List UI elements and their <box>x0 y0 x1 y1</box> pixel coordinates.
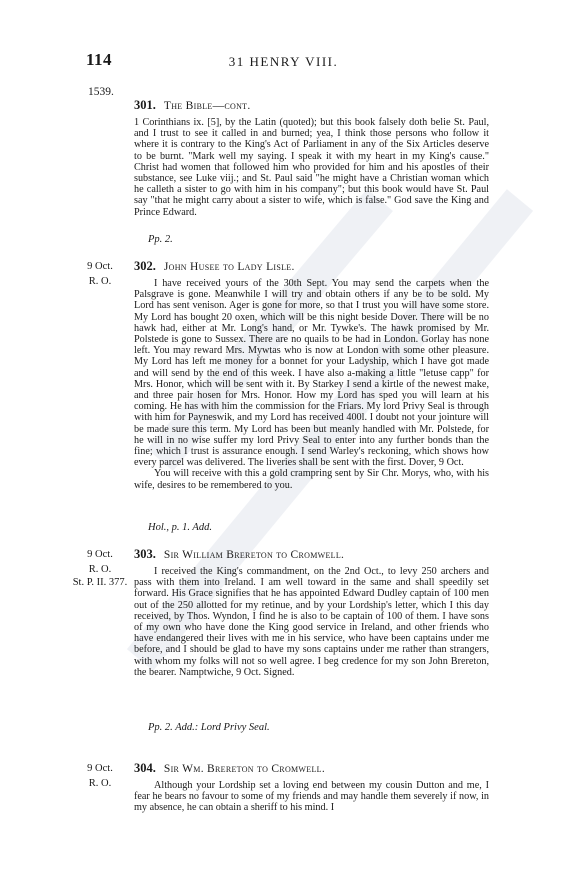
entry-number: 304. <box>134 761 156 775</box>
entry-title: Sir Wm. Brereton to Cromwell. <box>163 763 326 775</box>
entry-source-302: R. O. <box>88 276 112 287</box>
entry-text: I received the King's commandment, on the 2nd Oct., to levy 250 archers and pass with them into Ireland. I am well toward in the same and shall speedily set forward. His Grace signifies that he has appointed Edward Dudley captain of 100 men out of the 250 allotted for my retinue, and by your Lordship's letter, which I this day received, by Thos. Wyndon, I find he is also to be captain of 100 of them. I have sons of my own who have done the King good service in Ireland, and other friends who have endangered their lives with me in his service, who have been captains under me before, and I should be glad to have my sons captains under me rather than strangers, with whom my folks will not so well agree. I beg credence for my son John Brereton, the bearer. Namptwiche, 9 Oct. Signed. <box>134 566 489 678</box>
entry-body-302 <box>134 278 489 491</box>
entry-title: Sir William Brereton to Cromwell. <box>163 549 345 561</box>
entry-note-text: Pp. 2. <box>148 234 173 245</box>
entry-body-303 <box>134 566 489 678</box>
entry-number: 303. <box>134 547 156 561</box>
entry-date-304: 9 Oct. <box>87 763 113 774</box>
entry-source-303: R. O. <box>88 564 112 575</box>
entry-text-postscript: You will receive with this a gold crampring sent by Sir Chr. Morys, who, with his wife, desires to be remembered to you. <box>134 468 489 491</box>
entry-number: 301. <box>134 98 156 112</box>
entry-note-text: Pp. 2. Add.: Lord Privy Seal. <box>148 722 270 733</box>
entry-text: Although your Lordship set a loving end between my cousin Dutton and me, I fear he bears no favour to some of my friends and may handle them severely if now, in my absence, he can obtain a sheriff to his mind. I <box>134 780 489 814</box>
entry-text: 1 Corinthians ix. [5], by the Latin (quoted); but this book falsely doth belie St. Paul, and I trust to see it called in and burned; yea, I think those persons who follow it where it is contrary to the King's Act of Parliament in any of the Six Articles deserve to be burnt. "Mark well my saying. I speak it with my heart in my King's cause." Christ had women that followed him who provided for him and his apostles of their substance, see Luke viij.; and St. Paul said "he might have a Christian woman which he calleth a sister to go with him in his company"; but this book would have St. Paul say "that he might carry about a sister to wife, which is false." God save the King and Prince Edward. <box>134 117 489 218</box>
entry-source2-303: St. P. II. 377. <box>72 577 128 588</box>
entry-heading-302 <box>134 259 295 274</box>
entry-text: I have received yours of the 30th Sept. You may send the carpets when the Palsgrave is gone. Meanwhile I will try and obtain others if any be to be sold. My Lord has sent venison. Ager is gone for more, so that I trust you will have some store. My Lord has bought 20 oxen, which will be this night beside Dover. There will be no hawk had, either at Mr. Long's hand, or Mr. Tywke's. The hawk promised by Mr. Polstede is gone to Sussex. There are no quails to be had in London. Gorlay has none left. You may reward Mrs. Mywtas who is now at London with some other pleasure. My Lord has left me money for a bonnet for your Ladyship, which I have got made and will send by the end of this week. I have also a-making a little "letuse capp" for Mrs. Honor, which will be sent with it. By Starkey I send a kirtle of the newest make, and three pair hosen for Mrs. Honor. How my Lord has sped you will learn at his coming. He has with him the commission for the Friars. My lord Privy Seal is through with him for Payneswik, and my Lord has received 400l. I doubt not your jointure will be made sure this term. My Lord has been but meanly handled with Mr. Polstede, for he will in no wise suffer my lord Privy Seal to enter into any further bonds than the fine; which I trust is assurance enough. I send Warley's reckoning, which shows how every parcel was delivered. The liveries shall be sent with the first. Dover, 9 Oct. <box>134 278 489 469</box>
entry-body-301 <box>134 117 489 218</box>
entry-date-302: 9 Oct. <box>87 261 113 272</box>
entry-note-303 <box>148 722 270 733</box>
entry-number: 302. <box>134 259 156 273</box>
entry-heading-301 <box>134 98 251 113</box>
entry-note-301 <box>148 234 173 245</box>
entry-source-304: R. O. <box>88 778 112 789</box>
running-head: 31 HENRY VIII. <box>228 54 339 69</box>
entry-date-303: 9 Oct. <box>87 549 113 560</box>
entry-heading-304 <box>134 761 325 776</box>
year-margin: 1539. <box>88 86 114 98</box>
entry-title: John Husee to Lady Lisle. <box>163 261 295 273</box>
entry-note-302 <box>148 522 212 533</box>
entry-body-304 <box>134 780 489 814</box>
entry-heading-303 <box>134 547 344 562</box>
entry-note-text: Hol., p. 1. Add. <box>148 522 212 533</box>
entry-title: The Bible—cont. <box>163 100 251 112</box>
page-number: 114 <box>86 50 113 69</box>
